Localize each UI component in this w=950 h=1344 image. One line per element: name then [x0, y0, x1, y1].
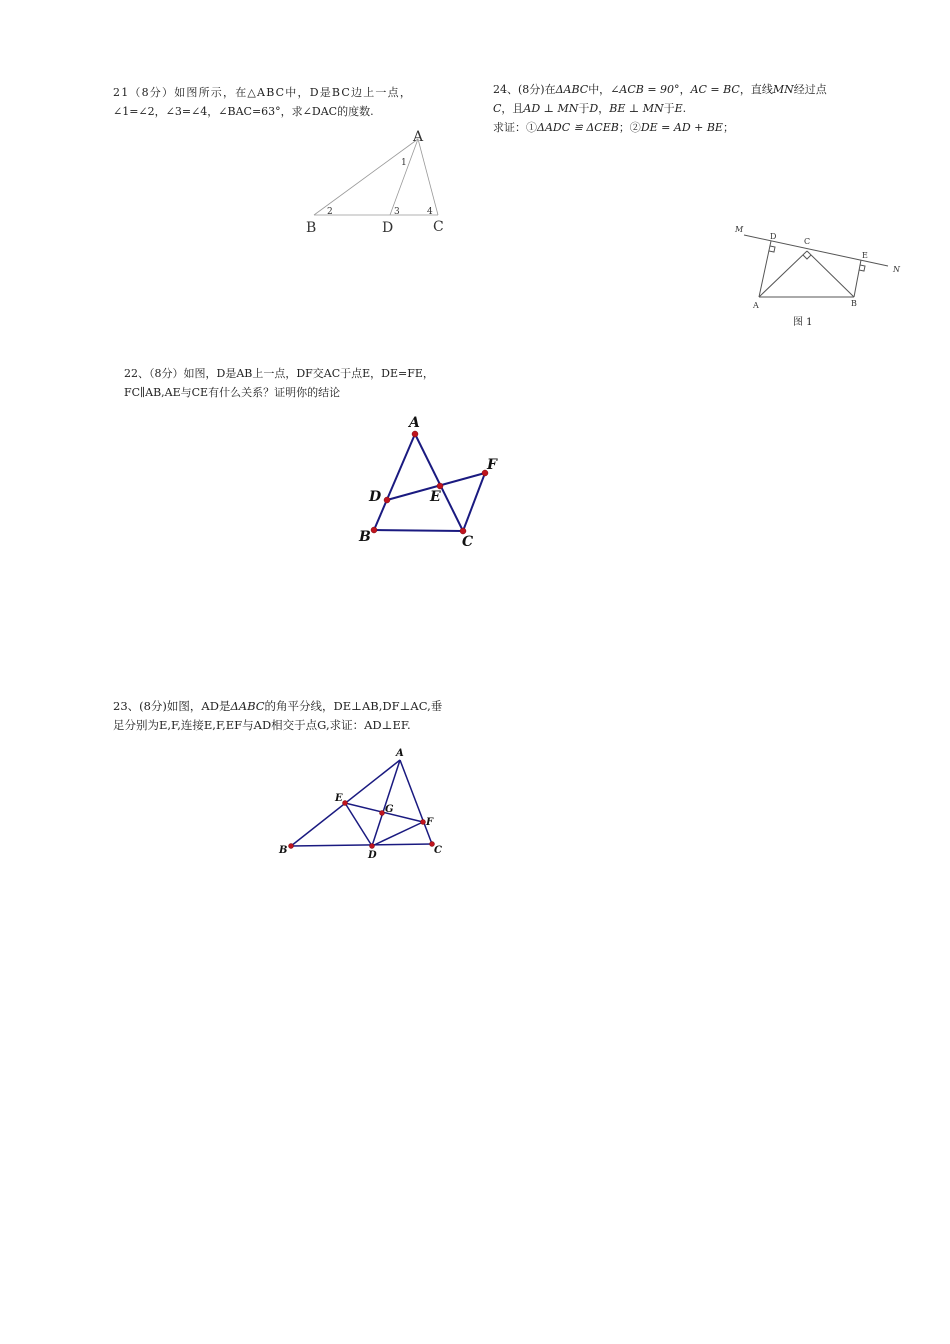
p24-text-d: ，直线: [739, 83, 773, 96]
p24-math-triangle: ΔABC: [555, 83, 589, 96]
p21-angle-2: 2: [327, 207, 333, 217]
p24-label-N: N: [893, 265, 900, 274]
p24-text-f: ，且: [501, 102, 524, 115]
p24-math-angle: ∠ACB = 90°: [610, 83, 680, 96]
p22-label-D: D: [369, 489, 382, 505]
p22-label-E: E: [430, 489, 441, 505]
p21-label-A: A: [413, 129, 424, 145]
p23-label-A: A: [396, 748, 404, 759]
p21-label-C: C: [433, 219, 444, 235]
p24-label-C: C: [804, 237, 811, 246]
p24-math-mn: MN: [772, 83, 794, 96]
problem-21-line-2: ∠1=∠2，∠3=∠4，∠BAC=63°，求∠DAC的度数.: [113, 105, 374, 118]
p21-angle-4: 4: [427, 207, 433, 217]
p21-label-B: B: [306, 220, 317, 236]
problem-21-figure: [300, 125, 460, 240]
p24-text-a: 24、(8分)在: [493, 83, 556, 96]
problem-23-text: [113, 697, 473, 735]
p24-label-M: M: [735, 225, 744, 234]
p21-angle-3: 3: [394, 207, 400, 217]
p24-math-equal: AC = BC: [690, 83, 740, 96]
problem-23-line-2: 足分别为E,F,连接E,F,EF与AD相交于点G,求证：AD⊥EF.: [113, 718, 411, 732]
problem-22-line-2: FC∥AB,AE与CE有什么关系？证明你的结论: [124, 386, 341, 399]
p24-text-j: .: [682, 102, 687, 115]
problem-22-text: [124, 364, 469, 402]
p22-label-F: F: [487, 457, 497, 473]
p24-text-c: ，: [679, 83, 691, 96]
p24-math-e: E: [674, 102, 683, 115]
problem-22-line-1: 22、（8分）如图，D是AB上一点，DF交AC于点E，DE=FE，: [124, 367, 434, 380]
p24-circled-1: ①: [526, 121, 537, 134]
p24-text-k: ；: [722, 121, 734, 134]
p24-label-D: D: [770, 232, 777, 241]
p23-text-a: 23、(8分)如图，AD是: [113, 699, 231, 713]
problem-24-line-2: [493, 99, 853, 118]
p21-label-D: D: [382, 220, 394, 236]
p23-label-B: B: [279, 845, 288, 856]
p21-angle-1: 1: [401, 158, 407, 168]
p23-label-F: F: [426, 817, 434, 828]
p23-text-b: 的角平分线，DE⊥AB,DF⊥AC,垂: [264, 699, 443, 713]
problem-23-figure: [275, 745, 455, 865]
p24-text-e: 经过点: [793, 83, 827, 96]
p24-math-de-sum: DE = AD + BE: [640, 121, 723, 134]
problem-24-line-1: [493, 80, 853, 99]
p22-label-C: C: [462, 534, 474, 550]
p23-label-G: G: [385, 804, 394, 815]
problem-24-figure: [730, 220, 910, 335]
p24-label-B: B: [851, 299, 857, 308]
p24-math-d: D: [589, 102, 599, 115]
p24-caption: 图 1: [793, 317, 813, 328]
problem-23-line-1: [113, 697, 473, 716]
p24-label-E: E: [862, 251, 868, 260]
p24-text-b: 中，: [588, 83, 611, 96]
p23-label-C: C: [434, 845, 442, 856]
problem-21-line-1: 21（8分）如图所示，在△ABC中，D是BC边上一点，: [113, 86, 413, 99]
p24-math-c: C: [493, 102, 502, 115]
p23-math-triangle: ΔABC: [230, 699, 265, 713]
p24-math-be-perp: BE ⊥ MN: [609, 102, 664, 115]
p23-label-E: E: [335, 793, 343, 804]
problem-24-line-3: [493, 118, 853, 137]
problem-21-text: [113, 83, 465, 121]
p24-prove-label: 求证：: [493, 121, 526, 134]
p22-label-B: B: [359, 529, 371, 545]
p24-text-h: ，: [598, 102, 610, 115]
p24-text-g: 于: [578, 102, 590, 115]
p24-math-ad-perp: AD ⊥ MN: [523, 102, 579, 115]
problem-22-figure: [350, 410, 510, 555]
p22-label-A: A: [409, 415, 420, 431]
p24-label-A: A: [753, 301, 759, 310]
problem-24-text: [493, 80, 853, 137]
p24-math-congruent: ΔADC ≌ ΔCEB: [537, 121, 619, 134]
p23-label-D: D: [368, 850, 377, 861]
p24-circled-2: ；②: [618, 121, 641, 134]
p24-text-i: 于: [663, 102, 675, 115]
